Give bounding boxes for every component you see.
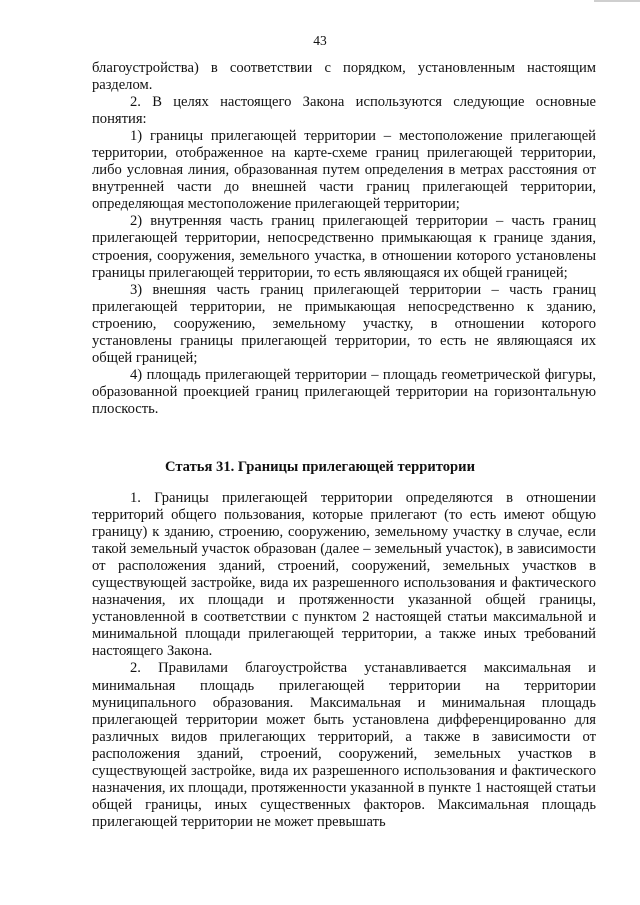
body-text-bottom bbox=[92, 490, 596, 831]
definition-4: 4) площадь прилегающей территории – площадь геометрической фигуры, образованной проекцией границ прилегающей территории на горизонтальную плоскость. bbox=[92, 366, 596, 417]
paragraph-continuation: благоустройства) в соответствии с порядком, установленным настоящим разделом. bbox=[92, 60, 596, 94]
definition-1: 1) границы прилегающей территории – местоположение прилегающей территории, отображенное на карте-схеме границ прилегающей территории, либо условная линия, образованная путем определения в метрах расстояния от внутренней части до внешней части границ прилегающей территории, определяющая местоположение прилегающей территории; bbox=[92, 128, 596, 213]
definition-2: 2) внутренняя часть границ прилегающей территории – часть границ прилегающей территории, непосредственно примыкающая к границе здания, строения, сооружения, земельного участка, в отношении которого установлены границы прилегающей территории, то есть являющаяся их общей границей; bbox=[92, 213, 596, 281]
article-paragraph-2: 2. Правилами благоустройства устанавливается максимальная и минимальная площадь прилегающей территории на территории муниципального образования. Максимальная и минимальная площадь прилегающей территории может быть установлена дифференцированно для различных видов прилегающих территорий, а также в зависимости от расположения зданий, строений, сооружений, земельных участков в существующей застройке, вида их разрешенного использования и фактического назначения, их площади, протяженности указанной в пункте 1 настоящей статьи общей границы, иных существенных факторов. Максимальная площадь прилегающей территории не может превышать bbox=[92, 660, 596, 830]
definition-3: 3) внешняя часть границ прилегающей территории – часть границ прилегающей территории, не примыкающая непосредственно к зданию, строению, сооружению, земельному участку, в отношении которого установлены границы прилегающей территории, то есть не являющаяся их общей границей; bbox=[92, 281, 596, 366]
paragraph-2: 2. В целях настоящего Закона используются следующие основные понятия: bbox=[92, 94, 596, 128]
body-text-top bbox=[92, 60, 596, 418]
article-paragraph-1: 1. Границы прилегающей территории определяются в отношении территорий общего пользования, которые прилегают (то есть имеют общую границу) к зданию, строению, сооружению, земельному участку в случае, если такой земельный участок образован (далее – земельный участок), в зависимости от расположения зданий, строений, сооружений, земельных участков в существующей застройке, вида их разрешенного использования и фактического назначения, их площади и протяженности указанной общей границы, установленной в соответствии с пунктом 2 настоящей статьи максимальной и минимальной площади прилегающей территории, а также иных требований настоящего Закона. bbox=[92, 490, 596, 660]
article-heading: Статья 31. Границы прилегающей территории bbox=[164, 459, 475, 475]
scan-edge-mark bbox=[594, 0, 640, 2]
page-number: 43 bbox=[313, 33, 327, 48]
